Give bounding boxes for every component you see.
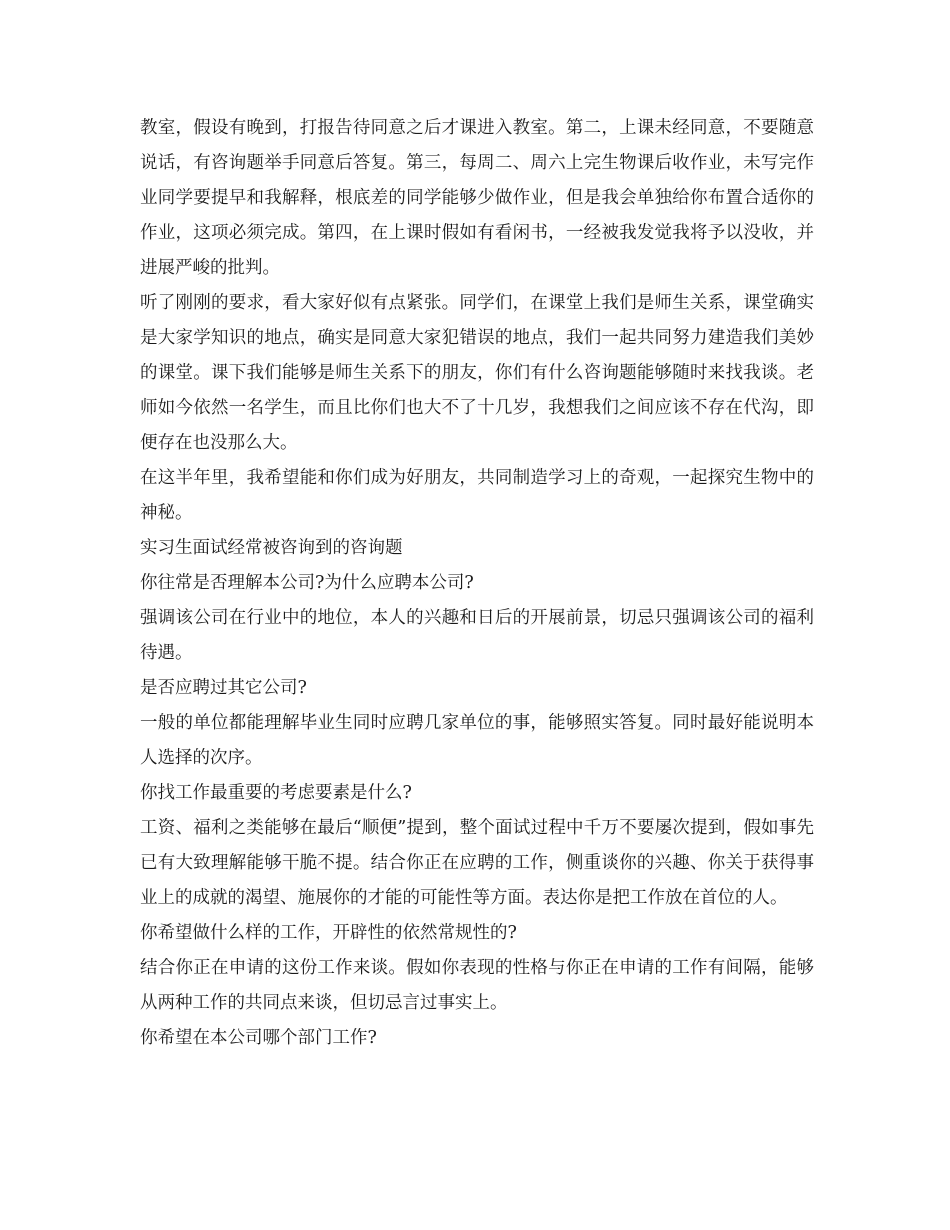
answer-job-type: 结合你正在申请的这份工作来谈。假如你表现的性格与你正在申请的工作有间隔，能够从两种工作的共同点来谈，但切忌言过事实上。 [140, 958, 814, 1013]
answer-know-company: 强调该公司在行业中的地位，本人的兴趣和日后的开展前景，切忌只强调该公司的福利待遇。 [140, 608, 814, 663]
section-heading-interview-questions: 实习生面试经常被咨询到的咨询题 [140, 538, 403, 558]
paragraph-classroom-rules: 教室，假设有晚到，打报告待同意之后才课进入教室。第二，上课未经同意，不要随意说话，有咨询题举手同意后答复。第三，每周二、周六上完生物课后收作业，未写完作业同学要提早和我解释，根底差的同学能够少做作业，但是我会单独给你布置合适你的作业，这项必须完成。第四，在上课时假如有看闲书，一经被我发觉我将予以没收，并进展严峻的批判。 [140, 118, 814, 278]
question-other-companies: 是否应聘过其它公司? [140, 678, 307, 698]
paragraph-teacher-student: 听了刚刚的要求，看大家好似有点紧张。同学们，在课堂上我们是师生关系，课堂确实是大家学知识的地点，确实是同意大家犯错误的地点，我们一起共同努力建造我们美妙的课堂。课下我们能够是师生关系下的朋友，你们有什么咨询题能够随时来找我谈。老师如今依然一名学生，而且比你们也大不了十几岁，我想我们之间应该不存在代沟，即便存在也没那么大。 [140, 293, 814, 453]
question-job-type: 你希望做什么样的工作，开辟性的依然常规性的? [140, 923, 517, 943]
question-department: 你希望在本公司哪个部门工作? [140, 1028, 377, 1048]
document-body [140, 111, 814, 1056]
answer-key-factors: 工资、福利之类能够在最后“顺便”提到，整个面试过程中千万不要屡次提到，假如事先已有大致理解能够干脆不提。结合你正在应聘的工作，侧重谈你的兴趣、你关于获得事业上的成就的渴望、施展你的才能的可能性等方面。表达你是把工作放在首位的人。 [140, 818, 814, 908]
answer-other-companies: 一般的单位都能理解毕业生同时应聘几家单位的事，能够照实答复。同时最好能说明本人选择的次序。 [140, 713, 814, 768]
question-know-company: 你往常是否理解本公司?为什么应聘本公司? [140, 573, 474, 593]
question-key-factors: 你找工作最重要的考虑要素是什么? [140, 783, 412, 803]
paragraph-semester-hope: 在这半年里，我希望能和你们成为好朋友，共同制造学习上的奇观，一起探究生物中的神秘。 [140, 468, 814, 523]
